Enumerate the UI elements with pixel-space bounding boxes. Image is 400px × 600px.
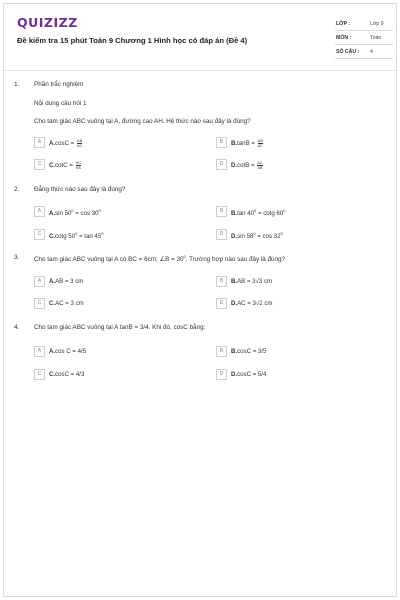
option-expression-left: sin 58 — [237, 233, 254, 240]
option-letter-box: D — [216, 229, 227, 240]
meta-subject-value: Toán — [370, 35, 382, 41]
meta-subject — [335, 32, 393, 45]
fraction — [258, 139, 263, 148]
option-text — [231, 278, 272, 285]
degree-superscript: 0 — [75, 231, 78, 236]
option-value: cosC = 5/4 — [237, 371, 267, 378]
option-expression: tanB = — [237, 140, 257, 148]
option-text — [231, 371, 266, 378]
question-text: Cho tam giác ABC vuông tại A tanB = 3/4. Khi đó, cosC bằng: — [34, 324, 206, 331]
degree-superscript: 0 — [283, 208, 286, 213]
fraction-denominator: AC — [76, 144, 83, 148]
option-text — [231, 139, 264, 148]
option-text — [49, 300, 84, 307]
option-letter-box: C — [34, 229, 45, 240]
option-text — [49, 139, 83, 148]
option-expression-right: = cos 32 — [255, 233, 281, 240]
option-text — [231, 348, 266, 355]
question-number: 4. — [14, 324, 20, 331]
option-expression: cosC = — [55, 140, 76, 148]
degree-superscript: 0 — [71, 208, 74, 213]
option-value: cosC = 3/5 — [237, 348, 267, 355]
degree-superscript: 0 — [98, 208, 101, 213]
option-text — [49, 278, 83, 285]
degree-superscript: 0 — [101, 231, 104, 236]
option-label: A. — [49, 210, 56, 217]
fraction — [76, 161, 81, 170]
option-label: B. — [231, 210, 238, 217]
option-value: cosC = 4/3 — [55, 371, 85, 378]
option-expression-left: cotg 50 — [55, 233, 76, 240]
option-label: D. — [231, 300, 238, 307]
meta-question-count-label: SỐ CÂU : — [336, 49, 360, 55]
option-label: A. — [49, 140, 56, 148]
option-text — [49, 348, 86, 355]
option-letter-box: B — [216, 276, 227, 287]
question-text: Cho tam giác ABC vuông tại A, đường cao AH. Hệ thức nào sau đây là đúng? — [34, 118, 251, 125]
option-text — [231, 208, 285, 217]
option-expression-right: = cos 30 — [73, 210, 99, 217]
option-label: D. — [231, 162, 238, 170]
option-label: D. — [231, 233, 238, 240]
fraction-numerator: AC — [257, 161, 263, 165]
option-text — [49, 371, 84, 378]
option-letter-box: D — [216, 298, 227, 309]
meta-subject-label: MÔN : — [336, 35, 352, 41]
option-value: AC = 3 cm — [55, 300, 84, 307]
option-label: C. — [49, 162, 56, 170]
question-number: 3. — [14, 254, 20, 261]
option-letter-box: A — [34, 206, 45, 217]
option-letter-box: B — [216, 137, 227, 148]
option-text — [231, 300, 272, 307]
option-expression-right: = cotg 60 — [256, 210, 284, 217]
option-letter-box: A — [34, 346, 45, 357]
option-letter-box: A — [34, 276, 45, 287]
degree-superscript: 0 — [253, 231, 256, 236]
meta-question-count — [335, 46, 393, 59]
option-text — [49, 208, 101, 217]
question-text: Đẳng thức nào sau đây là đúng? — [34, 186, 126, 193]
option-label: A. — [49, 278, 56, 285]
fraction — [77, 139, 82, 148]
option-label: C. — [49, 300, 56, 307]
header-divider — [4, 70, 396, 71]
option-letter-box: D — [216, 369, 227, 380]
option-text — [231, 161, 264, 170]
worksheet-page — [3, 3, 397, 597]
degree-superscript: 0 — [254, 208, 257, 213]
question-subheading: Nội dung câu hỏi 1 — [34, 100, 87, 107]
meta-grade-label: LỚP : — [336, 21, 351, 27]
option-text — [231, 231, 283, 240]
fraction-denominator: AB — [257, 166, 263, 170]
option-label: B. — [231, 348, 238, 355]
option-label: C. — [49, 371, 56, 378]
option-label: D. — [231, 371, 238, 378]
question-number: 2. — [14, 186, 20, 193]
fraction-denominator: AC — [257, 144, 263, 148]
option-expression: cotC = — [55, 162, 75, 170]
meta-grade-value: Lớp 9 — [370, 21, 384, 27]
option-letter-box: C — [34, 298, 45, 309]
option-letter-box: A — [34, 137, 45, 148]
question-text-start: Cho tam giác ABC vuông tại A có BC = 6cm; ∠B = 30 — [34, 256, 184, 263]
option-expression: cotB = — [237, 162, 257, 170]
degree-superscript: 0 — [280, 231, 283, 236]
option-label: C. — [49, 233, 56, 240]
option-expression-right: = tan 45 — [77, 233, 102, 240]
option-letter-box: B — [216, 206, 227, 217]
option-label: B. — [231, 140, 238, 148]
option-expression-left: sin 50 — [55, 210, 72, 217]
fraction-denominator: HA — [75, 166, 81, 170]
fraction — [257, 161, 262, 170]
option-text — [49, 161, 82, 170]
option-value: AB = 3√3 cm — [237, 278, 273, 285]
question-text-end: . Trường hợp nào sau đây là đúng? — [185, 256, 286, 263]
option-value: cos C = 4/5 — [55, 348, 87, 355]
option-letter-box: D — [216, 159, 227, 170]
option-letter-box: B — [216, 346, 227, 357]
question-text — [34, 254, 285, 263]
option-letter-box: C — [34, 159, 45, 170]
document-title: Đề kiểm tra 15 phút Toán 9 Chương 1 Hình học có đáp án (Đề 4) — [17, 36, 248, 45]
question-number: 1. — [14, 81, 20, 88]
section-heading: Phần trắc nghiệm — [34, 81, 84, 88]
meta-grade — [335, 18, 393, 31]
option-label: A. — [49, 348, 56, 355]
option-label: B. — [231, 278, 238, 285]
option-expression-left: tan 40 — [237, 210, 255, 217]
fraction-numerator: AB — [77, 139, 83, 143]
quizizz-logo: QUIZIZZ — [17, 15, 78, 30]
option-value: AC = 3√2 cm — [237, 300, 273, 307]
fraction-numerator: HC — [75, 161, 82, 165]
option-value: AB = 3 cm — [55, 278, 84, 285]
meta-question-count-value: 4 — [370, 49, 373, 55]
degree-superscript: 0 — [183, 254, 186, 259]
option-letter-box: C — [34, 369, 45, 380]
option-text — [49, 231, 103, 240]
fraction-numerator: AB — [257, 139, 263, 143]
